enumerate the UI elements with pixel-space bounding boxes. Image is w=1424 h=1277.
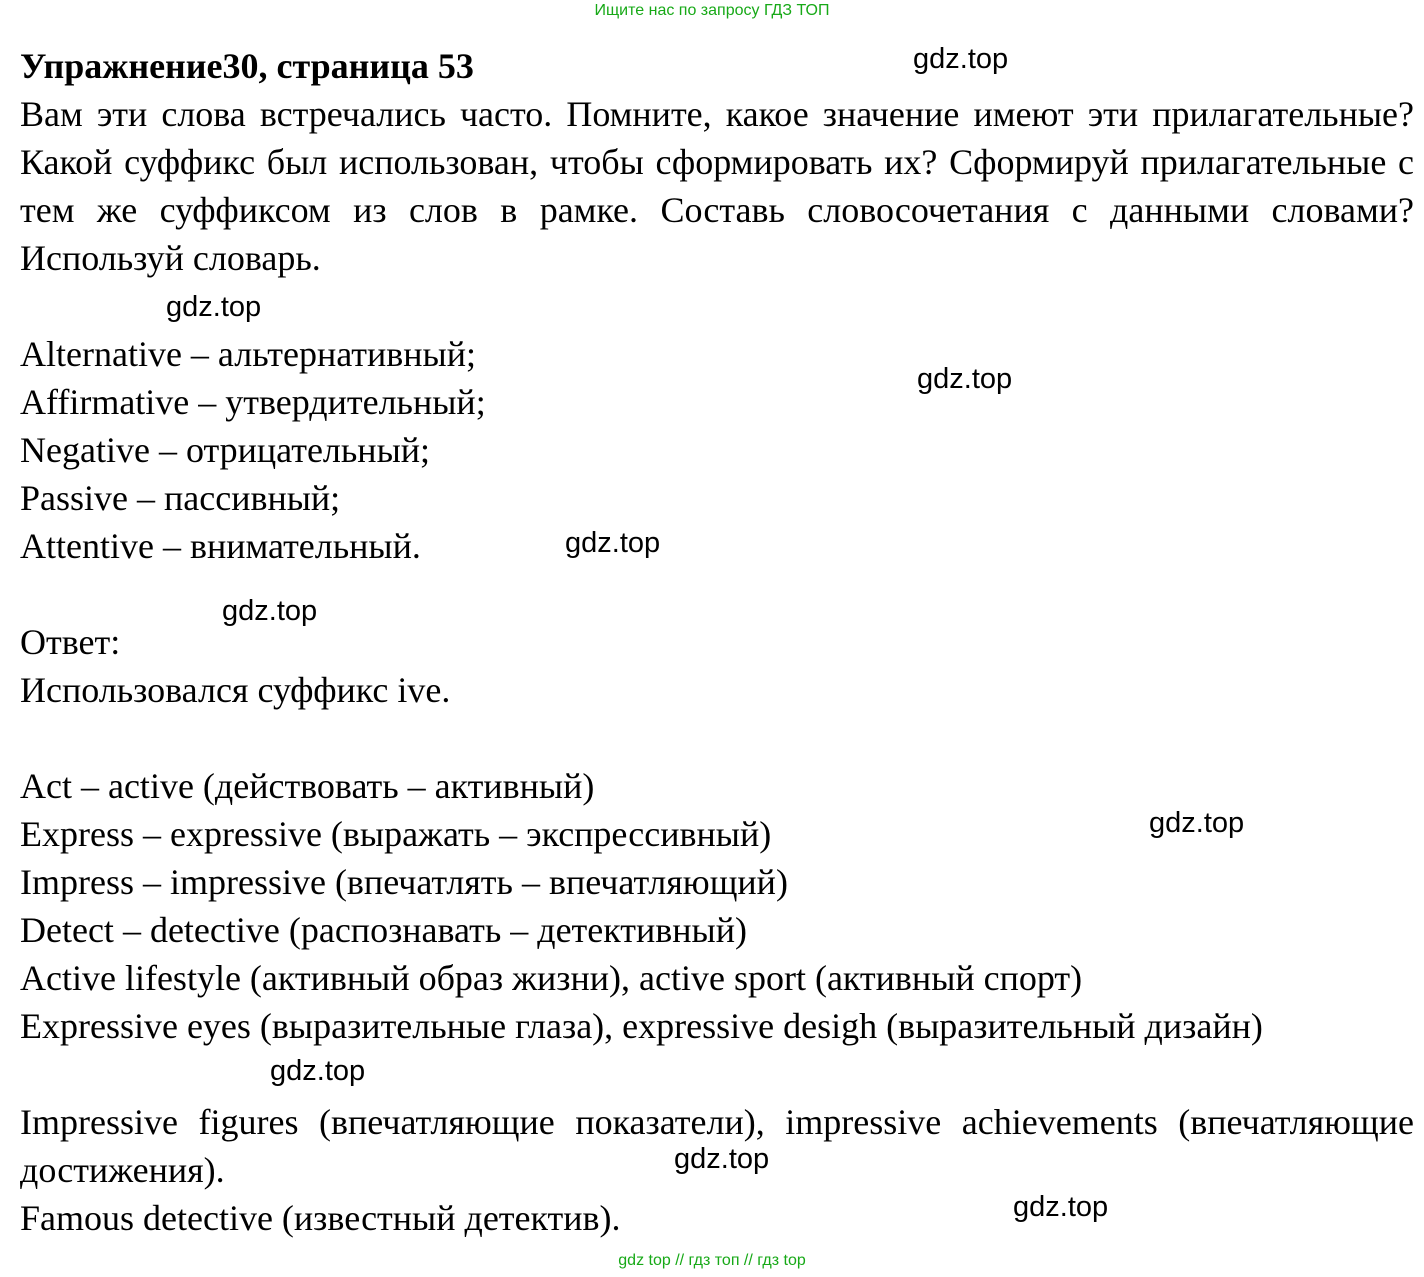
word-line: Attentive – внимательный.: [20, 526, 421, 566]
pair-line: Active lifestyle (активный образ жизни), active sport (активный спорт): [20, 958, 1083, 998]
watermark: gdz.top: [565, 527, 661, 559]
watermark: gdz.top: [222, 595, 318, 627]
pair-line: Express – expressive (выражать – экспрессивный): [20, 814, 772, 854]
page-title: Упражнение30, страница 53: [20, 46, 474, 86]
task-text: Вам эти слова встречались часто. Помните, какое значение имеют эти прилагательные? Какой суффикс был использован, чтобы сформировать их? Сформируй прилагательные с тем же суффиксом из слов в рамке. Составь словосочетания с данными словами? Используй словарь.: [20, 94, 1414, 278]
last-line: Famous detective (известный детектив).: [20, 1198, 621, 1238]
watermark: gdz.top: [1013, 1191, 1109, 1223]
answer-label: Ответ:: [20, 622, 121, 662]
word-line: Passive – пассивный;: [20, 478, 341, 518]
word-line: Affirmative – утвердительный;: [20, 382, 486, 422]
watermark: gdz.top: [917, 363, 1013, 395]
watermark: gdz.top: [913, 43, 1009, 75]
top-banner[interactable]: Ищите нас по запросу ГДЗ ТОП: [594, 2, 830, 19]
pair-line: Impress – impressive (впечатлять – впечатляющий): [20, 862, 788, 902]
answer-suffix: Использовался суффикс ive.: [20, 670, 451, 710]
word-line: Negative – отрицательный;: [20, 430, 431, 470]
phrase-paragraph: Impressive figures (впечатляющие показатели), impressive achievements (впечатляющие достижения).: [20, 1102, 1414, 1190]
watermark: gdz.top: [270, 1055, 366, 1087]
word-line: Alternative – альтернативный;: [20, 334, 476, 374]
watermark: gdz.top: [166, 291, 262, 323]
watermark: gdz.top: [1149, 807, 1245, 839]
watermark: gdz.top: [674, 1143, 770, 1175]
bottom-banner[interactable]: gdz top // гдз топ // гдз top: [618, 1252, 806, 1269]
phrase-paragraph: Expressive eyes (выразительные глаза), expressive desigh (выразительный дизайн): [20, 1006, 1263, 1046]
pair-line: Detect – detective (распознавать – детективный): [20, 910, 747, 950]
pair-line: Act – active (действовать – активный): [20, 766, 595, 806]
